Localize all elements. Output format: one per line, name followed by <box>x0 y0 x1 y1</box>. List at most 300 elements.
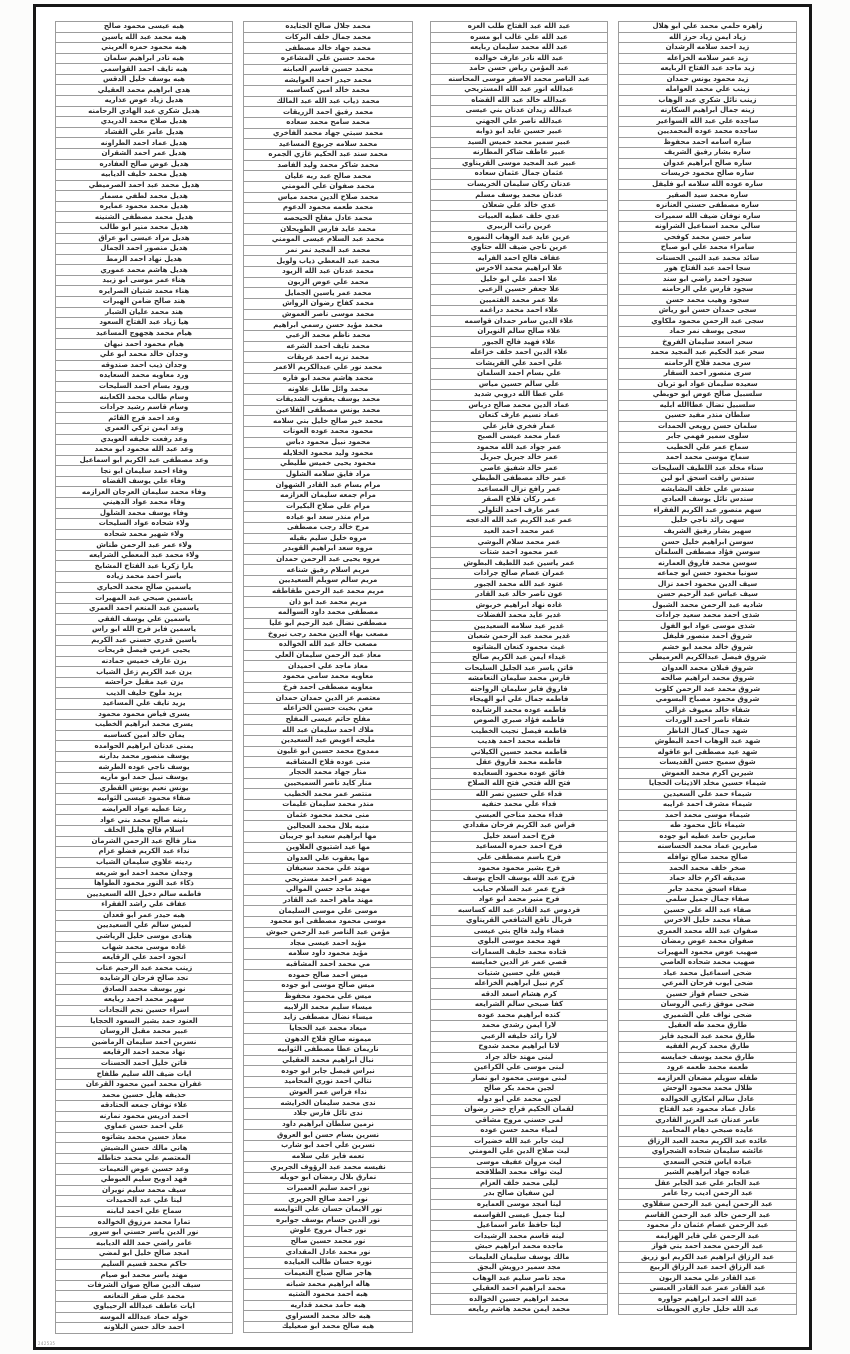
name-cell: امجد صالح خليل ابو لمضي <box>55 1248 233 1260</box>
name-cell: يمنى عدنان ابراهيم الحوامده <box>55 740 233 752</box>
name-cell: محمد حسين علي المشاعره <box>243 53 413 65</box>
name-cell: نور جمال مروح علوش <box>243 1225 413 1237</box>
name-cell: هبه محمود حمزه العريني <box>55 42 233 54</box>
name-cell: زيد عمر سلامه الخزاعله <box>618 53 797 65</box>
name-cell: نوره حسان طالب العيايده <box>243 1257 413 1269</box>
name-cell: نور محمد حسين صالح <box>243 1236 413 1248</box>
name-cell: هديل عماد احمد الطراونه <box>55 137 233 149</box>
name-cell: محمد يونس مصطفى الفلاعين <box>243 405 413 417</box>
name-cell: هبه حيدر عمر ابو قعدان <box>55 910 233 922</box>
name-cell: وفاء احمد سليمان ابو نجا <box>55 465 233 477</box>
name-cell: منذر محمد سليمان عليمات <box>243 799 413 811</box>
name-cell: محمد طعمه محمود الدعوم <box>243 202 413 214</box>
name-cell: علاء احمد محمد دراغمه <box>430 305 608 317</box>
name-cell: مجد ناصر سليم عبد الوهاب <box>430 1272 608 1284</box>
name-cell: مجد سمير درويش البجق <box>430 1262 608 1274</box>
name-cell: علا عمر محمد الفتميين <box>430 294 608 306</box>
name-cell: عامر عدنان عبد العزيز القادري <box>618 1115 797 1127</box>
name-cell: شيماء نائل محمود طه <box>618 820 797 832</box>
name-cell: سجود وهيب محمد حسن <box>618 294 797 306</box>
name-cell: عفاف علي راشد الفقراء <box>55 899 233 911</box>
name-cell: ميس علي محمود محفوظ <box>243 991 413 1003</box>
name-cell: غاده موسى محمد شهاب <box>55 941 233 953</box>
name-cell: فداء علي حسين نصر الله <box>430 789 608 801</box>
name-cell: علي احمد حسن عماوي <box>55 1121 233 1133</box>
name-cell: محمد صفوان علي المومني <box>243 181 413 193</box>
name-cell: معاويه محمد سامي محمود <box>243 671 413 683</box>
name-cell: وفاء محمد عواد الدهيني <box>55 497 233 509</box>
name-cell: فاطمه فيصل نجيب الخطيب <box>430 726 608 738</box>
name-cell: ساجده علي عبد الله السواعير <box>618 116 797 128</box>
name-cell: غيث محمود كنعان البشاتوه <box>430 641 608 653</box>
name-cell: هدى ابراهيم محمد العقيلي <box>55 84 233 96</box>
name-cell: منتصر عمر محمد الخطيب <box>243 788 413 800</box>
name-cell: عبد الرحمن محمد احمد بني فواز <box>618 1241 797 1253</box>
name-cell: عرين ناجي ضيف الله حتاوي <box>430 242 608 254</box>
name-cell: عمر محمد احمد العيد <box>430 526 608 538</box>
name-cell: شيماء حسين مخلد الاذينات الحجايا <box>618 778 797 790</box>
name-cell: ليث جابر عبد الله خضيرات <box>430 1136 608 1148</box>
name-cell: محمد علي عوض الزبون <box>243 277 413 289</box>
name-cell: عمر رافع نزال المساعيد <box>430 484 608 496</box>
name-cell: سلمان حسن رويعي الحمدات <box>618 421 797 433</box>
name-cell: كنده ابراهيم محمد عوده <box>430 1009 608 1021</box>
name-cell: ليث صلاح الدين علي المومني <box>430 1146 608 1158</box>
name-cell: محمد حسين قاسم العبابنه <box>243 64 413 76</box>
name-cell: عايده صبحي دهام المحاميد <box>618 1125 797 1137</box>
name-cell: هاني مالك حسن البشيش <box>55 1142 233 1154</box>
name-cell: لقمان الحكيم فراج خضر رضوان <box>430 1104 608 1116</box>
name-cell: هديل عمر احمد الشقران <box>55 148 233 160</box>
name-cell: عبدالله خالد عبد الله القضاه <box>430 95 608 107</box>
name-cell: نور يوسف محمد الصادق <box>55 984 233 996</box>
name-cell: محمد رفيق احمد الزريقات <box>243 106 413 118</box>
name-cell: فائق عوده محمود السعايده <box>430 768 608 780</box>
name-cell: فاروق فايز سليمان الرواحنه <box>430 683 608 695</box>
name-cell: ردينه علاوي سليمان الشياب <box>55 857 233 869</box>
name-cell: يمان خالد امين كساسبه <box>55 730 233 742</box>
name-cell: موسى محمود مصطفى ابو محمود <box>243 916 413 928</box>
name-cell: عبدالله زيدان عدنان بني عيسى <box>430 105 608 117</box>
name-cell: محمد نايف احمد الشرعه <box>243 341 413 353</box>
name-cell: نور محمد عادل المقدادي <box>243 1246 413 1258</box>
name-cell: ياسين قدري حسني عبد الكريم <box>55 635 233 647</box>
name-cell: عبد الناصر محمد الاصفر موسى المحاسنه <box>430 74 608 86</box>
name-cell: محمد عبد المعطي ذياب ولويل <box>243 255 413 267</box>
name-cell: هاله ابراهيم محمد شبانه <box>243 1278 413 1290</box>
name-cell: فاطمه عوده محمد الرشايده <box>430 705 608 717</box>
name-cell: محمد شاكر محمد وليد الفاصد <box>243 160 413 172</box>
name-cell: غيداء ايمن عبد الكريم صالح <box>430 652 608 664</box>
name-cell: محمد سند عبد الحكيم غازي الجمره <box>243 149 413 161</box>
name-cell: ميساء نضال مصطفى زايد <box>243 1012 413 1024</box>
name-cell: محمد وائل طايل علاونه <box>243 383 413 395</box>
name-cell: هديل عوض صالح العفادره <box>55 159 233 171</box>
name-cell: عمار محمد عيسى الصبح <box>430 431 608 443</box>
name-cell: فرح بشير محمود محمود <box>430 862 608 874</box>
name-cell: عبد الرزاق احمد عبد الرزاق الربيع <box>618 1262 797 1274</box>
name-cell: عمر جواد عبد الله محمود <box>430 442 608 454</box>
name-cell: منار كايد ناصر السميحيين <box>243 778 413 790</box>
name-cell: معاويه مصطفى احمد فرخ <box>243 682 413 694</box>
name-cell: هنادى موسى خليل الرياشي <box>55 931 233 943</box>
name-cell: قصي عمر عز الدين خمايسه <box>430 957 608 969</box>
name-cell: ولاء محمد عبد المعطي الشرايعه <box>55 550 233 562</box>
name-cell: عدي خالد علي شعلان <box>430 200 608 212</box>
name-cell: عمار فخري فايز علي <box>430 421 608 433</box>
name-cell: منى عوده فلاح المشاقبه <box>243 756 413 768</box>
name-cell: محمد سامح محمد سعاده <box>243 117 413 129</box>
name-cell: مصعب خالد عبد الله الخوالده <box>243 639 413 651</box>
name-cell: فرح باسم مصطفى علي <box>430 852 608 864</box>
name-cell: فاطمه محمد احمد هديب <box>430 736 608 748</box>
name-cell: احمد ادريس محمود نمارنه <box>55 1111 233 1123</box>
name-cell: صفاء عبد الله علي حسين <box>618 904 797 916</box>
name-cell: محمد هاشم محمد ابو فاره <box>243 373 413 385</box>
name-cell: مهند ماهر احمد عبد القادر <box>243 895 413 907</box>
name-cell: ياسر احمد محمد زياده <box>55 571 233 583</box>
name-column-4 <box>618 21 797 1315</box>
name-cell: سجا احمد عبد الفتاح هور <box>618 263 797 275</box>
name-cell: عمر عارف احمد التلولي <box>430 505 608 517</box>
name-cell: محمد نزيه احمد عريقات <box>243 351 413 363</box>
name-cell: هيا زياد عبد الفتاح السعود <box>55 317 233 329</box>
name-cell: صابرين حامد عطيه ابو جوده <box>618 831 797 843</box>
name-cell: محمد كفاح رضوان الرواش <box>243 298 413 310</box>
name-cell: محمد مؤيد حسن رسمي ابراهيم <box>243 319 413 331</box>
name-cell: انجود احمد علي الرقايعه <box>55 952 233 964</box>
name-cell: محمد ابراهيم احمد العقيلي <box>430 1283 608 1295</box>
name-cell: يسرى فياض محمود محمود <box>55 709 233 721</box>
name-cell: سلسبيل صالح عوض ابو حويطي <box>618 389 797 401</box>
name-cell: زينه جمال ابراهيم السكارنه <box>618 105 797 117</box>
name-cell: موسى علي موسى السليمان <box>243 905 413 917</box>
name-cell: مصطفى محمد داود السوالمه <box>243 607 413 619</box>
name-cell: عبد الله نادر عارف خوالده <box>430 53 608 65</box>
name-cell: عنود عبد الله محمد الجبور <box>430 578 608 590</box>
name-cell: عبد الله محمد سليمان ربايعه <box>430 42 608 54</box>
name-cell: سيف الدين صالح صوان الشرفات <box>55 1280 233 1292</box>
name-cell: هديل شكري عبد الهادي الرحامنه <box>55 106 233 118</box>
name-cell: محمد موسى ناصر العموش <box>243 309 413 321</box>
name-cell: محمد علي صقر النعانعه <box>55 1290 233 1302</box>
name-cell: يسرى محمد ابراهيم الخطيب <box>55 719 233 731</box>
name-cell: مرام بسام عبد القادر الشهوان <box>243 479 413 491</box>
name-cell: هبه صالح محمد ابو صعيليك <box>243 1321 413 1333</box>
name-cell: ميساء سليم محمد الزلابيه <box>243 1001 413 1013</box>
name-cell: ماجده محمد ابراهيم حبش <box>430 1241 608 1253</box>
name-cell: نور احمد صالح الجريري <box>243 1193 413 1205</box>
name-cell: مرام منذر سعد ابو عياده <box>243 511 413 523</box>
name-cell: غفران محمد امين محمود القرعان <box>55 1079 233 1091</box>
name-cell: شروق احمد منصور فليفل <box>618 631 797 643</box>
name-cell: مها عيد اشتيوي العلاوين <box>243 842 413 854</box>
name-cell: ساره صالح محمود خريسات <box>618 168 797 180</box>
name-cell: سندس علي خلف البشايشه <box>618 484 797 496</box>
name-cell: علي عطا الله دروبي شديد <box>430 389 608 401</box>
name-cell: سلسبيل نضال عطاالله ابليه <box>618 400 797 412</box>
name-cell: طعمه محمد طعمه عرود <box>618 1062 797 1074</box>
name-cell: ياسمين صبحي عبد المهيرات <box>55 592 233 604</box>
name-cell: ممدوح محمد حسين ابو غليون <box>243 746 413 758</box>
name-cell: ندى نائل فارس جلاد <box>243 1108 413 1120</box>
name-cell: وعد عبد الله محمود ابو محمد <box>55 444 233 456</box>
name-cell: ولاء عمر عبد الرحمن طناش <box>55 539 233 551</box>
name-cell: علاء صالح سالم النويران <box>430 326 608 338</box>
name-cell: معاذ ماجد علي احميدان <box>243 660 413 672</box>
name-cell: محمد عايد فارس الطويحلان <box>243 223 413 235</box>
name-cell: هند صالح ضامن الهيرات <box>55 296 233 308</box>
name-cell: يارا زكريا عبد الفتاح المشايخ <box>55 560 233 572</box>
name-cell: مريم سالم سويلم السعيديين <box>243 575 413 587</box>
name-cell: عدنان محمد يوسف مسلم <box>430 189 608 201</box>
name-cell: مرام علي صلاح البكيرات <box>243 501 413 513</box>
name-cell: عبد الرحمن ايمن عبد الرحمن سقلاوي <box>618 1199 797 1211</box>
name-cell: معاذ عبد الرحمن سليمان العلي <box>243 650 413 662</box>
name-cell: سوسن ابراهيم خليل حسن <box>618 536 797 548</box>
name-cell: طفله سويلم مضعان العزازمه <box>618 1073 797 1085</box>
name-cell: عبد الرحمن عصام عثمان دار محمود <box>618 1220 797 1232</box>
name-cell: سرى محمد فلاح الرحامنه <box>618 358 797 370</box>
name-cell: ضحى نواف علي الشميري <box>618 1009 797 1021</box>
name-cell: فاطمه جمال علي ابو الهيجاء <box>430 694 608 706</box>
name-cell: شهد عيد مصطفى ابو عاقوله <box>618 747 797 759</box>
name-cell: مرام جمعه سليمان العزازمه <box>243 490 413 502</box>
name-cell: زيد احمد سلامه الرشدان <box>618 42 797 54</box>
name-cell: سهم منصور عبد الكريم الفقراء <box>618 505 797 517</box>
name-cell: كرم هشام اسعد الدقه <box>430 988 608 1000</box>
name-cell: فرح احمد اسعد خليل <box>430 831 608 843</box>
name-cell: لجين محمد علي ابو دوله <box>430 1094 608 1106</box>
name-cell: ليلى محمد خلف العزام <box>430 1178 608 1190</box>
name-cell: فريال نافع الشافعي القريناوي <box>430 915 608 927</box>
name-cell: وجدان محمد احمد ابو شريعه <box>55 867 233 879</box>
name-cell: مفلح حاتم عيسى المفلح <box>243 714 413 726</box>
name-cell: عبير عاطف شاكر المطارنه <box>430 147 608 159</box>
name-cell: هديل مراد عيسى ابو عراق <box>55 233 233 245</box>
name-cell: شيماء مشرف احمد غرايبه <box>618 799 797 811</box>
name-cell: ساجده محمد عوده المحمديين <box>618 126 797 138</box>
name-cell: حاكم محمد قسيم السليم <box>55 1259 233 1271</box>
name-cell: نبراس فيصل جابر ابو جوده <box>243 1065 413 1077</box>
name-cell: عبير سمير محمد خميس السيد <box>430 137 608 149</box>
name-cell: ندى محمد سليمان الخرايشه <box>243 1097 413 1109</box>
name-cell: محمد خالد امين كساسبه <box>243 85 413 97</box>
name-cell: معتصم عز الدين حمدان حمدان <box>243 692 413 704</box>
name-cell: يزن عارف خميس حمادنه <box>55 656 233 668</box>
name-cell: محمد صالح عبد ربه عليان <box>243 170 413 182</box>
name-cell: عبد القادر علي محمد الزبون <box>618 1272 797 1284</box>
corner-code: 242535 <box>38 1341 56 1346</box>
name-cell: ضحى حسام فواز حسين <box>618 988 797 1000</box>
name-cell: صفاء محمد خليل الاخرس <box>618 915 797 927</box>
name-cell: عادل عماد محمود عبد الفتاح <box>618 1104 797 1116</box>
name-cell: محمد عدنان عبد الله الزيود <box>243 266 413 278</box>
name-cell: سامراء محمد علي ابو صباح <box>618 242 797 254</box>
name-cell: عماد نسيم عارف كنعان <box>430 410 608 422</box>
name-cell: عبير عبد المجيد موسى القريناوي <box>430 158 608 170</box>
name-cell: شهد عبد الوهاب احمد البطوش <box>618 736 797 748</box>
name-cell: ظلال محمد محمود الوحش <box>618 1083 797 1095</box>
name-cell: صديقه اكرم خالد حماد <box>618 873 797 885</box>
name-cell: سهى رائد ناجي خليل <box>618 515 797 527</box>
name-cell: وعد حسين عوض النعيمات <box>55 1163 233 1175</box>
name-cell: زيد ماجد عبد الفتاح الربايعه <box>618 63 797 75</box>
name-cell: محمود نبيل محمود دباس <box>243 437 413 449</box>
name-cell: شروق محمود مصباح البسومي <box>618 694 797 706</box>
name-cell: يوسف منصور محمد بدارنه <box>55 751 233 763</box>
name-cell: هيام محمود احمد نبهان <box>55 338 233 350</box>
name-cell: ليث نواف محمد الطلافحه <box>430 1167 608 1179</box>
name-cell: سجى عبد الرحمن محمود ملكاوي <box>618 315 797 327</box>
name-cell: كرم نبيل ابراهيم الخزاعله <box>430 978 608 990</box>
name-cell: زاهره حلمي محمد علي ابو هلال <box>618 21 797 33</box>
name-cell: سلوى سمير فهمي جابر <box>618 431 797 443</box>
name-cell: سجى حمدان حسن ابو رياش <box>618 305 797 317</box>
name-cell: عماد الدين محمد صالح درباس <box>430 400 608 412</box>
name-cell: سماح عمر علي الخطيب <box>618 442 797 454</box>
name-cell: نور الايمان حسان علي التوايسه <box>243 1204 413 1216</box>
name-cell: محمد عبد السلام عيسى المومني <box>243 234 413 246</box>
name-cell: محمد جهاد خالد مصطفى <box>243 42 413 54</box>
name-cell: نعمه فايز علي سلامه <box>243 1151 413 1163</box>
name-cell: علا احمد علي ابو خليل <box>430 273 608 285</box>
name-cell: مراد فايق سلامه الشلول <box>243 469 413 481</box>
name-cell: سعيده سليمان عواد ابو تريان <box>618 379 797 391</box>
name-cell: هند محمد عليان الشبار <box>55 307 233 319</box>
name-cell: ورد معاويه محمد السعايده <box>55 370 233 382</box>
name-cell: ياسمين علي يوسف الفقي <box>55 613 233 625</box>
name-cell: مرح خالد رجب مصطفى <box>243 522 413 534</box>
name-cell: شروق قبلان محمد العدوان <box>618 662 797 674</box>
name-cell: فاطمه محمد حسين الكيلاني <box>430 747 608 759</box>
name-cell: صفاء محمود عيسى الثوابيه <box>55 793 233 805</box>
name-cell: منار فالح عبد الرحمن الشرمان <box>55 836 233 848</box>
name-cell: شذى احمد محمد سعيد جرادات <box>618 610 797 622</box>
name-cell: محمود محمد عوده العونات <box>243 426 413 438</box>
name-cell: ايات ضيف الله سليم طلفاح <box>55 1068 233 1080</box>
name-cell: علاء الدين احمد خلف خزاعله <box>430 347 608 359</box>
name-cell: محمد ناظم محمد الزعبي <box>243 330 413 342</box>
name-cell: مريم اسلام رفيق شناعه <box>243 564 413 576</box>
name-cell: وفاء علي يوسف القضاه <box>55 476 233 488</box>
name-cell: خوله حماد عبدالله الموسه <box>55 1312 233 1324</box>
name-cell: عمر خالد جبريل جبريل <box>430 452 608 464</box>
name-cell: كفا صبحي سالم الشرايعه <box>430 999 608 1011</box>
name-cell: سيف محمد سليم نويران <box>55 1185 233 1197</box>
name-cell: هبه نايف احمد القواسمي <box>55 63 233 75</box>
name-cell: شيماء حمد علي السعيدين <box>618 789 797 801</box>
name-cell: فداء علي محمد حنفيه <box>430 799 608 811</box>
name-cell: هبه خالد محمد العسراوي <box>243 1310 413 1322</box>
name-cell: عمر عبد الكريم عبد الله الدعجه <box>430 515 608 527</box>
name-cell: هديل محمد عبد احمد الصرميطي <box>55 180 233 192</box>
name-cell: عمر محمد سلام البوشي <box>430 536 608 548</box>
name-cell: عمر ياسين عبد اللطيف البطوش <box>430 557 608 569</box>
name-cell: عبد الرحمن خالد عبد الرحمن القاسم <box>618 1209 797 1221</box>
name-cell: نور الدين ياسر حسني ابو سرور <box>55 1227 233 1239</box>
name-cell: عبد الله احمد ابراهيم حواوره <box>618 1293 797 1305</box>
name-cell: هديل هاشم محمد عموري <box>55 264 233 276</box>
name-cell: لجين محمد بكر صالح <box>430 1083 608 1095</box>
name-cell: سحر عبد الحكيم عبد المجيد محمد <box>618 347 797 359</box>
name-cell: سجى يوسف نمر حماد <box>618 326 797 338</box>
name-cell: هناء محمد شتيان الصرايره <box>55 285 233 297</box>
name-cell: علاء فهيد فالح الجبور <box>430 336 608 348</box>
name-cell: مها ابراهيم سعيد ابو جريبان <box>243 831 413 843</box>
name-cell: مروه يحيى عبد الرحمن حمدان <box>243 554 413 566</box>
name-cell: عرين راتب الزبيري <box>430 221 608 233</box>
name-cell: سحر اسعد سليمان الفروخ <box>618 336 797 348</box>
name-cell: سيف عباس عبد الرحيم حسن <box>618 589 797 601</box>
name-cell: صهيب محمد شحاده العاصي <box>618 957 797 969</box>
name-cell: عمر خالد مصطفى الطيطي <box>430 473 608 485</box>
name-cell: لينا جميل عيسى القواسمه <box>430 1209 608 1221</box>
name-cell: نبال ابراهيم محمد العقيلي <box>243 1055 413 1067</box>
name-cell: هديل محمد لطفي مسمار <box>55 190 233 202</box>
name-cell: طارق محمد يوسف خمايسه <box>618 1052 797 1064</box>
name-cell: فضاء وليد فالح بني عيسى <box>430 925 608 937</box>
name-cell: لين سفيان صالح بدر <box>430 1188 608 1200</box>
name-cell: وسام طالب محمد الكعابنه <box>55 391 233 403</box>
name-cell: محمد حيدر احمد العوايشه <box>243 74 413 86</box>
name-cell: ميس صالح موسى ابو جوده <box>243 980 413 992</box>
name-cell: نمارق بلال رمضان ابو حويله <box>243 1172 413 1184</box>
name-cell: مريم محمد عبد ابو ذان <box>243 596 413 608</box>
name-cell: عائده عبد الكريم محمد العبد الرزاق <box>618 1136 797 1148</box>
name-cell: عائشه سليمان شحاده الشجراوي <box>618 1146 797 1158</box>
name-cell: هبه محمد عبد الله ياسين <box>55 32 233 44</box>
name-cell: رشا عطيه عواد العرايضه <box>55 804 233 816</box>
name-cell: لينا حافظ عامر اسماعيل <box>430 1220 608 1232</box>
name-cell: زينب نائل شكري عبد الوهاب <box>618 95 797 107</box>
name-cell: ضحى موفق زعبي الروسان <box>618 999 797 1011</box>
name-cell: ياسمين عبد المنعم احمد العمري <box>55 603 233 615</box>
name-cell: عبدالله ناصر علي الجهني <box>430 116 608 128</box>
name-cell: محمود وليد محمود الخلايله <box>243 447 413 459</box>
name-cell: علاء الدين سامر حمدان قواسمه <box>430 315 608 327</box>
name-cell: سرى منصور احمد السقار <box>618 368 797 380</box>
name-cell: فرح احمد حمزه المساعيد <box>430 841 608 853</box>
name-cell: فاطمه فؤاد صبري الصوص <box>430 715 608 727</box>
name-cell: فردوس عبد القادر عبد الله كساسبه <box>430 904 608 916</box>
name-cell: عمران عصام صالح جرادات <box>430 568 608 580</box>
name-cell: محمد عبد المجيد نمر نمر <box>243 245 413 257</box>
name-cell: يزن عبد الكريم زعل الشياب <box>55 666 233 678</box>
name-cell: محمد صلاح الدين محمد مياس <box>243 192 413 204</box>
name-cell: علي بسام احمد السلمان <box>430 368 608 380</box>
name-cell: عبد الرحمن علي فايز الهزايمه <box>618 1230 797 1242</box>
name-cell: فراس عبد الكريم فرحان مقدادي <box>430 820 608 832</box>
name-cell: صفاء اسحق محمد جابر <box>618 883 797 895</box>
name-cell: عبير حسين عايد ابو ذوابه <box>430 126 608 138</box>
name-cell: محمد نور علي عبدالكريم الاعمر <box>243 362 413 374</box>
name-cell: صهيب عوض محمود المهيرات <box>618 946 797 958</box>
name-cell: هديل محمد خليف الديابيه <box>55 169 233 181</box>
name-cell: فرح عبد الله يوسف الحاج يوسف <box>430 873 608 885</box>
name-column-1 <box>55 21 233 1333</box>
name-cell: عثمان جمال عثمان سعاده <box>430 168 608 180</box>
name-cell: عباده اياس فتحي السعدي <box>618 1157 797 1169</box>
name-cell: عرين عايد عبد الوهاب النموره <box>430 231 608 243</box>
name-cell: طارق محمد كريم الفقيه <box>618 1041 797 1053</box>
name-cell: مؤيد احمد عيسى مجاد <box>243 937 413 949</box>
name-cell: محمد خير صالح خليل بني سلامه <box>243 415 413 427</box>
name-cell: سجود احمد راضي ابو سند <box>618 273 797 285</box>
name-cell: هبه نادر ابراهيم سلمان <box>55 53 233 65</box>
name-cell: وعد ايمن تركي العمري <box>55 423 233 435</box>
name-cell: مهند عمر احمد مستريحي <box>243 874 413 886</box>
